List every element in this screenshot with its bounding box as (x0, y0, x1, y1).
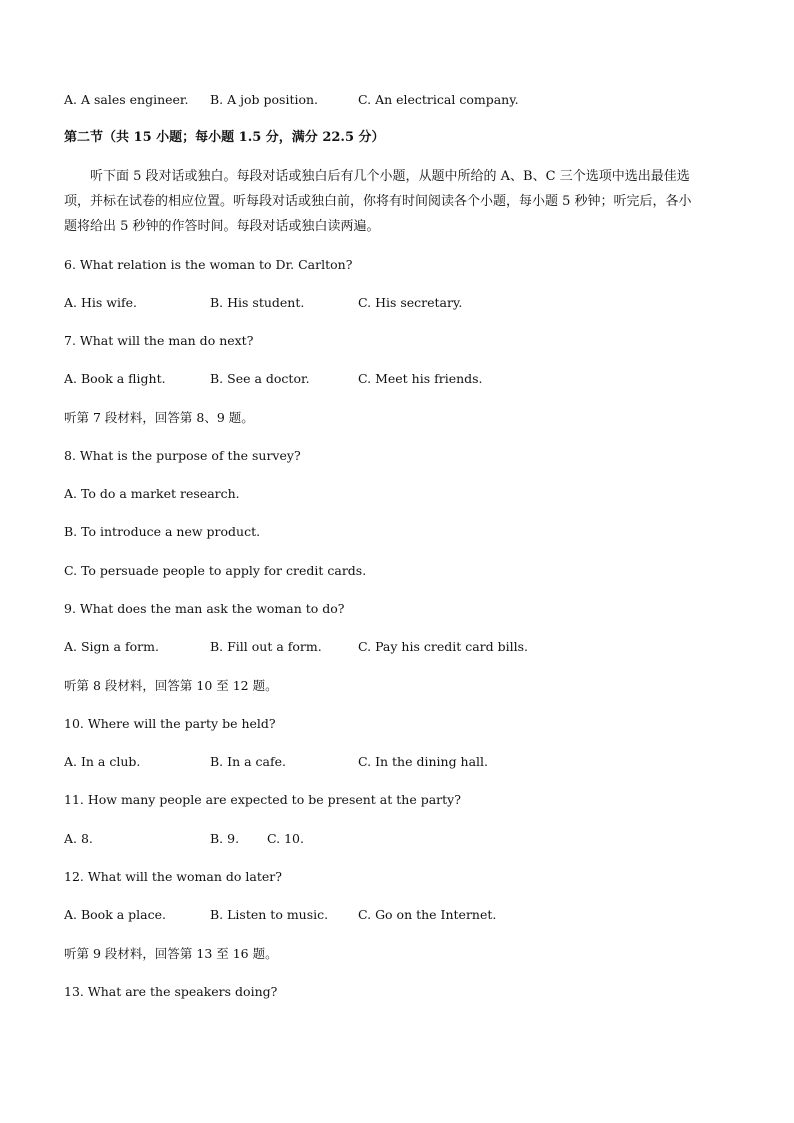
q5-option-a: A. A sales engineer. (64, 92, 189, 107)
q11-stem: 11. How many people are expected to be present at the party? (64, 792, 461, 807)
q5-option-c: C. An electrical company. (358, 92, 519, 107)
q8-option-b: B. To introduce a new product. (64, 524, 261, 539)
q12-option-c: C. Go on the Internet. (358, 907, 497, 922)
q9-stem: 9. What does the man ask the woman to do? (64, 601, 345, 616)
instruction-line-1: 听下面 5 段对话或独白。每段对话或独白后有几个小题，从题中所给的 A、B、C 三个选项中选出最佳选 (90, 169, 690, 184)
q7-option-a: A. Book a flight. (64, 371, 166, 386)
q6-option-a: A. His wife. (64, 295, 137, 310)
q6-option-c: C. His secretary. (358, 295, 463, 310)
q8-stem: 8. What is the purpose of the survey? (64, 448, 301, 463)
q9-option-b: B. Fill out a form. (210, 639, 322, 654)
q7-stem: 7. What will the man do next? (64, 333, 254, 348)
q11-option-a: A. 8. (64, 831, 93, 846)
segment-7-note: 听第 7 段材料，回答第 8、9 题。 (64, 410, 254, 425)
instruction-line-2: 项，并标在试卷的相应位置。听每段对话或独白前，你将有时间阅读各个小题，每小题 5 秒钟；听完后，各小 (64, 194, 692, 209)
segment-9-note: 听第 9 段材料，回答第 13 至 16 题。 (64, 946, 278, 961)
q7-option-c: C. Meet his friends. (358, 371, 483, 386)
q10-option-c: C. In the dining hall. (358, 754, 489, 769)
q13-stem: 13. What are the speakers doing? (64, 984, 278, 999)
q10-option-b: B. In a cafe. (210, 754, 286, 769)
q6-option-b: B. His student. (210, 295, 305, 310)
q9-option-c: C. Pay his credit card bills. (358, 639, 528, 654)
q8-option-c: C. To persuade people to apply for credit cards. (64, 563, 367, 578)
q6-stem: 6. What relation is the woman to Dr. Carlton? (64, 257, 353, 272)
q7-option-b: B. See a doctor. (210, 371, 310, 386)
instruction-line-3: 题将给出 5 秒钟的作答时间。每段对话或独白读两遍。 (64, 219, 380, 234)
q5-option-b: B. A job position. (210, 92, 319, 107)
section2-instructions (64, 164, 732, 239)
q9-option-a: A. Sign a form. (64, 639, 159, 654)
section2-heading: 第二节（共 15 小题；每小题 1.5 分，满分 22.5 分） (64, 130, 385, 145)
q11-option-b: B. 9. (210, 831, 240, 846)
q12-option-a: A. Book a place. (64, 907, 167, 922)
q12-option-b: B. Listen to music. (210, 907, 329, 922)
q10-option-a: A. In a club. (64, 754, 141, 769)
segment-8-note: 听第 8 段材料，回答第 10 至 12 题。 (64, 678, 278, 693)
q10-stem: 10. Where will the party be held? (64, 716, 276, 731)
q12-stem: 12. What will the woman do later? (64, 869, 282, 884)
q11-option-c: C. 10. (267, 831, 304, 846)
q8-option-a: A. To do a market research. (64, 486, 240, 501)
